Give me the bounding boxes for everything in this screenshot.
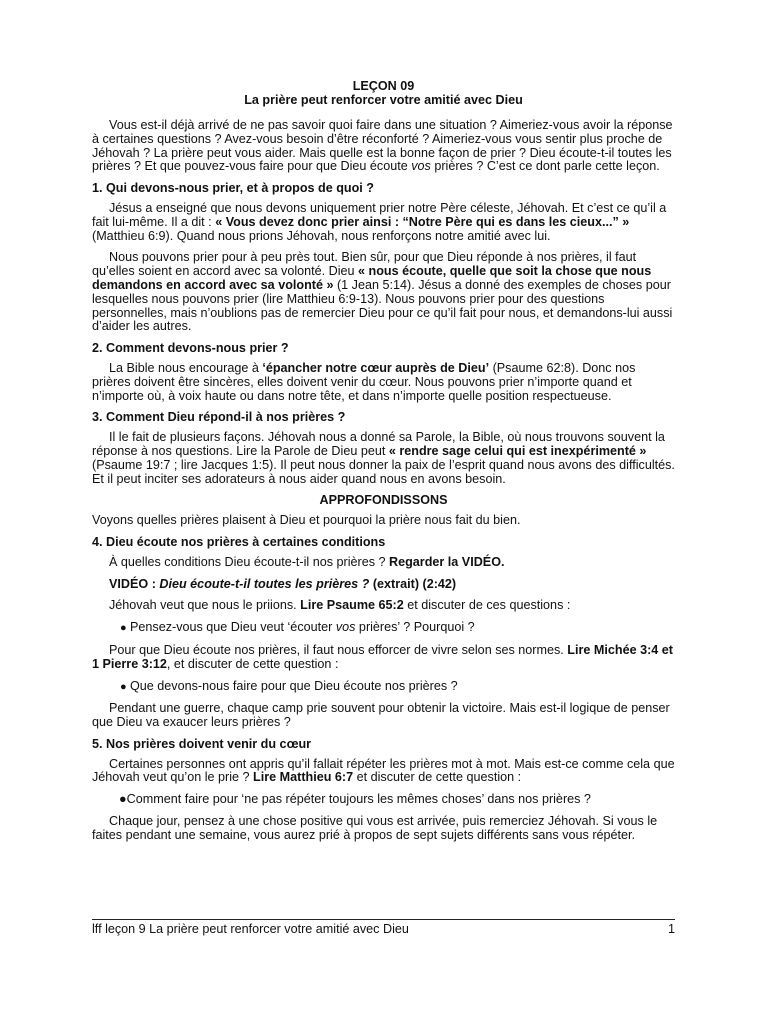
page-number: 1 — [667, 922, 675, 936]
section-4-heading: 4. Dieu écoute nos prières à certaines conditions — [92, 534, 386, 549]
section-5-paragraph-2: Chaque jour, pensez à une chose positive qui vous est arrivée, puis remerciez Jéhovah. Si vous le faites pendant une semaine, vous aurez prié à propos de sept sujets différents sans vous répéter. — [92, 814, 658, 842]
section-3-heading: 3. Comment Dieu répond-il à nos prières ? — [92, 410, 346, 425]
section-5-bullet-1: ●Comment faire pour ‘ne pas répéter toujours les mêmes choses’ dans nos prières ? — [119, 792, 591, 807]
section-5-heading: 5. Nos prières doivent venir du cœur — [92, 736, 312, 751]
section-2-heading: 2. Comment devons-nous prier ? — [92, 341, 289, 356]
section-4-paragraph-1: Jéhovah veut que nous le priions. Lire Psaume 65:2 et discuter de ces questions : — [109, 598, 571, 613]
section-4-question: À quelles conditions Dieu écoute-t-il nos prières ? Regarder la VIDÉO. — [109, 554, 505, 569]
bullet-icon: ● — [119, 792, 127, 807]
video-title: VIDÉO : Dieu écoute-t-il toutes les prières ? (extrait) (2:42) — [109, 576, 457, 591]
section-4-paragraph-2: Pour que Dieu écoute nos prières, il faut nous efforcer de vivre selon ses normes. Lire Michée 3:4 et 1 Pierre 3:12, et discuter de cette question : — [92, 642, 673, 671]
section-1-paragraph-2: Nous pouvons prier pour à peu près tout. Bien sûr, pour que Dieu réponde à nos prières, il faut qu’elles soient en accord avec sa volonté. Dieu « nous écoute, quelle que soit la chose que nous demandons en accord avec sa volonté » (1 Jean 5:14). Jésus a donné des exemples de choses pour lesquelles nous pouvons prier (lire Matthieu 6:9-13). Nous pouvons prier pour des questions personnelles, mais n’oublions pas de remercier Dieu pour ce qu’il fait pour nous, et demandons-lui aussi d’aider les autres. — [92, 250, 673, 334]
section-4-bullet-1: ● Pensez-vous que Dieu veut ‘écouter vos prières’ ? Pourquoi ? — [120, 620, 475, 635]
page-footer — [92, 919, 675, 937]
section-4-paragraph-3: Pendant une guerre, chaque camp prie souvent pour obtenir la victoire. Mais est-il logique de penser que Dieu va exaucer leurs prières ? — [92, 701, 670, 730]
deepen-intro: Voyons quelles prières plaisent à Dieu et pourquoi la prière nous fait du bien. — [92, 513, 521, 528]
section-3-paragraph: Il le fait de plusieurs façons. Jéhovah nous a donné sa Parole, la Bible, où nous trouvons souvent la réponse à nos questions. Lire la Parole de Dieu peut « rendre sage celui qui est inexpérimenté » (Psaume 19:7 ; lire Jacques 1:5). Il peut nous donner la paix de l’esprit quand nous avons des difficultés. Et il peut inciter ses adorateurs à nous aider quand nous en avons besoin. — [92, 430, 675, 486]
section-1-heading: 1. Qui devons-nous prier, et à propos de quoi ? — [92, 181, 374, 196]
section-2-paragraph: La Bible nous encourage à ‘épancher notre cœur auprès de Dieu’ (Psaume 62:8). Donc nos prières doivent être sincères, elles doivent venir du cœur. Nous pouvons prier n’importe quand et n’importe où, à voix haute ou dans notre tête, et dans n’importe quelle position respectueuse. — [92, 360, 636, 403]
section-4-bullet-2: ● Que devons-nous faire pour que Dieu écoute nos prières ? — [120, 678, 458, 693]
section-1-paragraph-1: Jésus a enseigné que nous devons uniquement prier notre Père céleste, Jéhovah. Et c’est ce qu’il a fait lui-même. Il a dit : « Vous devez donc prier ainsi : “Notre Père qui es dans les cieux...” » (Matthieu 6:9). Quand nous prions Jéhovah, nous renforçons notre amitié avec lui. — [92, 200, 667, 243]
document-page — [92, 79, 675, 939]
deepen-heading: APPROFONDISSONS — [319, 493, 448, 508]
lesson-number: LEÇON 09 — [352, 79, 415, 93]
bullet-icon: ● — [120, 680, 127, 693]
page-title: La prière peut renforcer votre amitié avec Dieu — [244, 93, 523, 107]
intro-paragraph: Vous est-il déjà arrivé de ne pas savoir quoi faire dans une situation ? Aimeriez-vous avoir la réponse à certaines questions ? Avez-vous besoin d’être réconforté ? Aimeriez-vous vous sentir plus proche de Jéhovah ? La prière peut vous aider. Mais quelle est la bonne façon de prier ? Dieu écoute-t-il toutes les prières ? Et que pouvez-vous faire pour que Dieu écoute vos prières ? C’est ce dont parle cette leçon. — [92, 118, 673, 174]
bullet-icon: ● — [120, 622, 127, 635]
footer-title: lff leçon 9 La prière peut renforcer votre amitié avec Dieu — [92, 922, 409, 936]
section-5-paragraph-1: Certaines personnes ont appris qu’il fallait répéter les prières mot à mot. Mais est-ce comme cela que Jéhovah veut qu’on le prie ? Lire Matthieu 6:7 et discuter de cette question : — [92, 756, 675, 785]
